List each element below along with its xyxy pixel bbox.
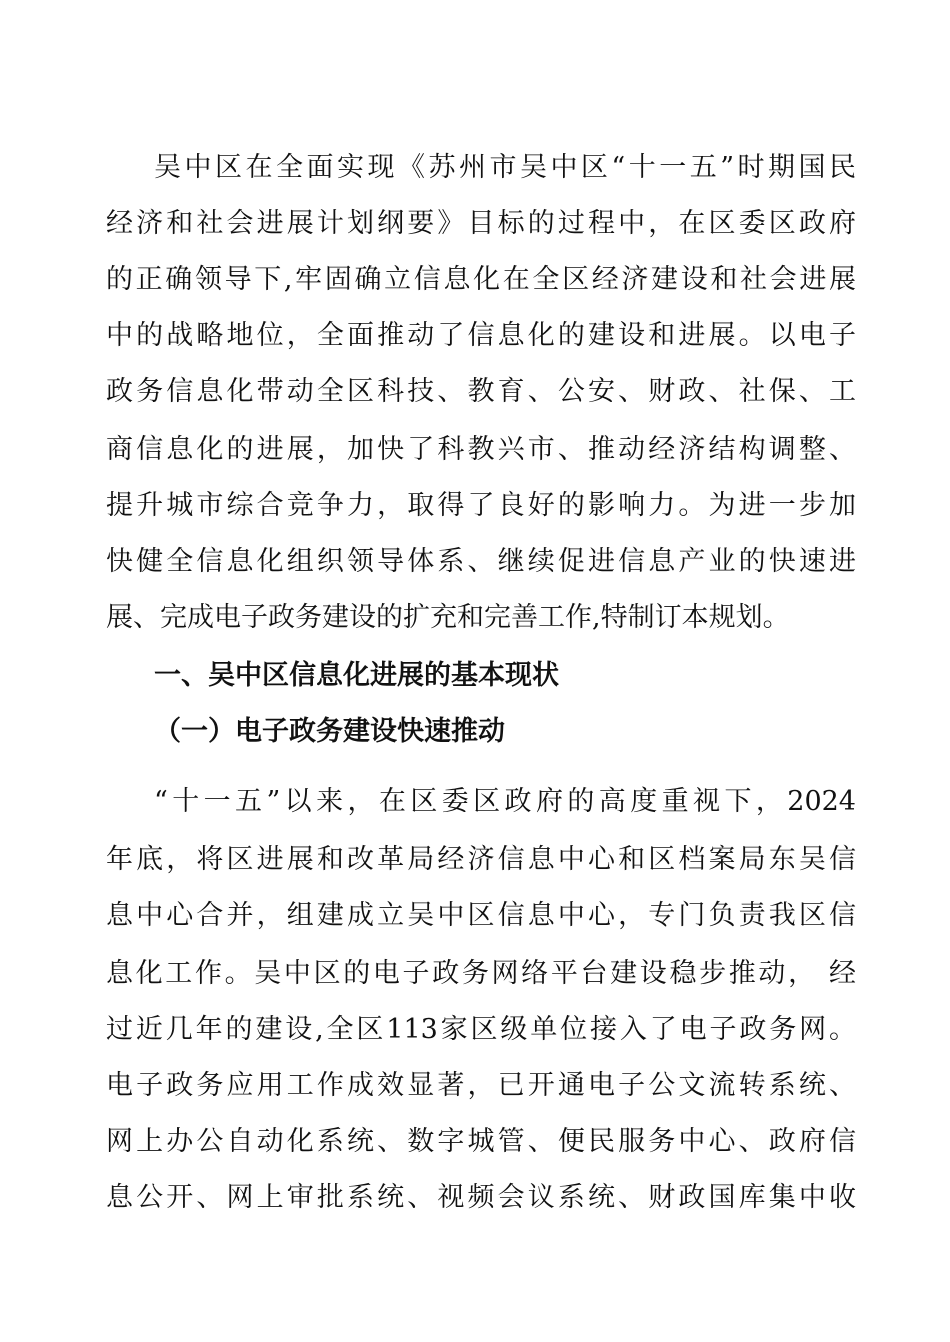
- subsection-heading: （一）电子政务建设快速推动: [154, 716, 505, 747]
- paragraph-1-line-1: 吴中区在全面实现《苏州市吴中区“十一五”时期国民: [154, 152, 856, 183]
- paragraph-1-line-5: 政务信息化带动全区科技、教育、公安、财政、社保、工: [106, 376, 856, 407]
- paragraph-1-line-2: 经济和社会进展计划纲要》目标的过程中，在区委区政府: [106, 208, 856, 239]
- paragraph-2-line-7: 网上办公自动化系统、数字城管、便民服务中心、政府信: [106, 1126, 856, 1157]
- paragraph-1-line-9: 展、完成电子政务建设的扩充和完善工作,特制订本规划。: [106, 602, 790, 633]
- paragraph-2-line-8: 息公开、网上审批系统、视频会议系统、财政国库集中收: [106, 1182, 856, 1213]
- paragraph-1-line-3: 的正确领导下,牢固确立信息化在全区经济建设和社会进展: [106, 264, 856, 295]
- paragraph-2-line-5: 过近几年的建设,全区113家区级单位接入了电子政务网。: [106, 1014, 856, 1045]
- paragraph-1-line-6: 商信息化的进展，加快了科教兴市、推动经济结构调整、: [106, 434, 856, 465]
- paragraph-2-line-2: 年底，将区进展和改革局经济信息中心和区档案局东吴信: [106, 844, 856, 875]
- paragraph-1-line-8: 快健全信息化组织领导体系、继续促进信息产业的快速进: [106, 546, 856, 577]
- section-heading: 一、吴中区信息化进展的基本现状: [154, 660, 559, 691]
- paragraph-1-line-7: 提升城市综合竞争力，取得了良好的影响力。为进一步加: [106, 490, 856, 521]
- paragraph-1-line-4: 中的战略地位，全面推动了信息化的建设和进展。以电子: [106, 320, 856, 351]
- paragraph-2-line-4: 息化工作。吴中区的电子政务网络平台建设稳步推动， 经: [106, 958, 856, 989]
- paragraph-2-line-6: 电子政务应用工作成效显著，已开通电子公文流转系统、: [106, 1070, 856, 1101]
- paragraph-2-line-1: “十一五”以来，在区委区政府的高度重视下，2024: [154, 786, 856, 817]
- paragraph-2-line-3: 息中心合并，组建成立吴中区信息中心，专门负责我区信: [106, 900, 856, 931]
